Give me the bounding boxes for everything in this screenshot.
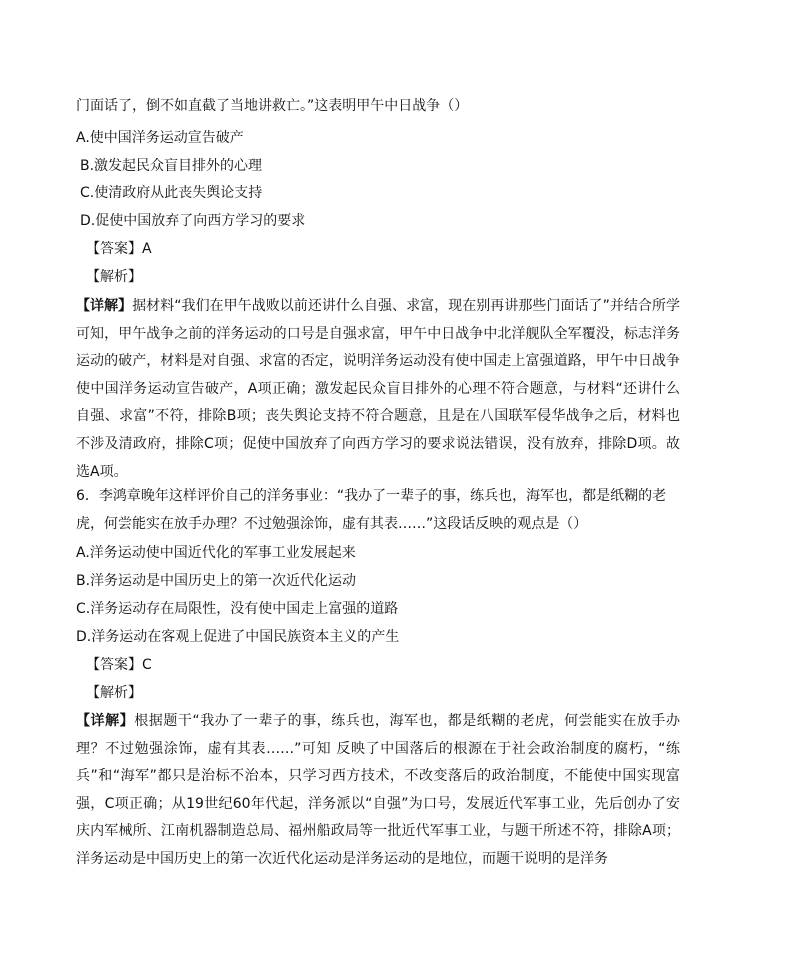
q6-option-c: C.洋务运动存在局限性，没有使中国走上富强的道路: [76, 601, 399, 617]
q6-answer: 【答案】C: [86, 657, 152, 673]
q6-option-a: A.洋务运动使中国近代化的军事工业发展起来: [76, 545, 356, 561]
q5-option-d: D.促使中国放弃了向西方学习的要求: [80, 213, 306, 229]
q5-detail-tag: 【详解】: [76, 298, 133, 314]
q6-option-b: B.洋务运动是中国历史上的第一次近代化运动: [76, 573, 357, 589]
q5-option-c: C.使清政府从此丧失舆论支持: [80, 185, 263, 201]
q6-detail: [76, 708, 680, 874]
q5-detail-text: 据材料“我们在甲午战败以前还讲什么自强、求富，现在别再讲那些门面话了”并结合所学可知，甲午战争之前的洋务运动的口号是自强求富，甲午中日战争中北洋舰队全军覆没，标志洋务运动的破产，材料是对自强、求富的否定，说明洋务运动没有使中国走上富强道路，甲午中日战争使中国洋务运动宣告破产，A项正确；激发起民众盲目排外的心理不符合题意，与材料“还讲什么自强、求富”不符，排除B项；丧失舆论支持不符合题意，且是在八国联军侵华战争之后，材料也不涉及清政府，排除C项；促使中国放弃了向西方学习的要求说法错误，没有放弃，排除D项。故选A项。: [76, 298, 680, 480]
q5-option-b: B.激发起民众盲目排外的心理: [80, 158, 263, 174]
q5-detail: [76, 293, 680, 486]
q5-analysis-label: 【解析】: [86, 269, 142, 285]
q6-option-d: D.洋务运动在客观上促进了中国民族资本主义的产生: [76, 629, 400, 645]
q5-stem-tail: 门面话了，倒不如直截了当地讲救亡。”这表明甲午中日战争（）: [76, 98, 469, 114]
q6-stem-line2: 虎，何尝能实在放手办理？不过勉强涂饰，虚有其表……”这段话反映的观点是（）: [76, 516, 588, 532]
q6-stem-line1: 6．李鸿章晚年这样评价自己的洋务事业：“我办了一辈子的事，练兵也，海军也，都是纸糊的老: [76, 488, 667, 504]
q6-detail-text: 根据题干“我办了一辈子的事，练兵也，海军也，都是纸糊的老虎，何尝能实在放手办理？不过勉强涂饰，虚有其表……”可知 反映了中国落后的根源在于社会政治制度的腐朽，“练兵”和“海军”都只是治标不治本，只学习西方技术，不改变落后的政治制度，不能使中国实现富强，C项正确；从19世纪60年代起，洋务派以“自强”为口号，发展近代军事工业，先后创办了安庆内军械所、江南机器制造总局、福州船政局等一批近代军事工业，与题干所述不符，排除A项；洋务运动是中国历史上的第一次近代化运动是洋务运动的是地位，而题干说明的是洋务: [76, 713, 680, 867]
q5-option-a: A.使中国洋务运动宣告破产: [76, 130, 244, 146]
q6-detail-tag: 【详解】: [76, 713, 135, 729]
q6-analysis-label: 【解析】: [86, 685, 142, 701]
q5-answer: 【答案】A: [86, 241, 152, 257]
